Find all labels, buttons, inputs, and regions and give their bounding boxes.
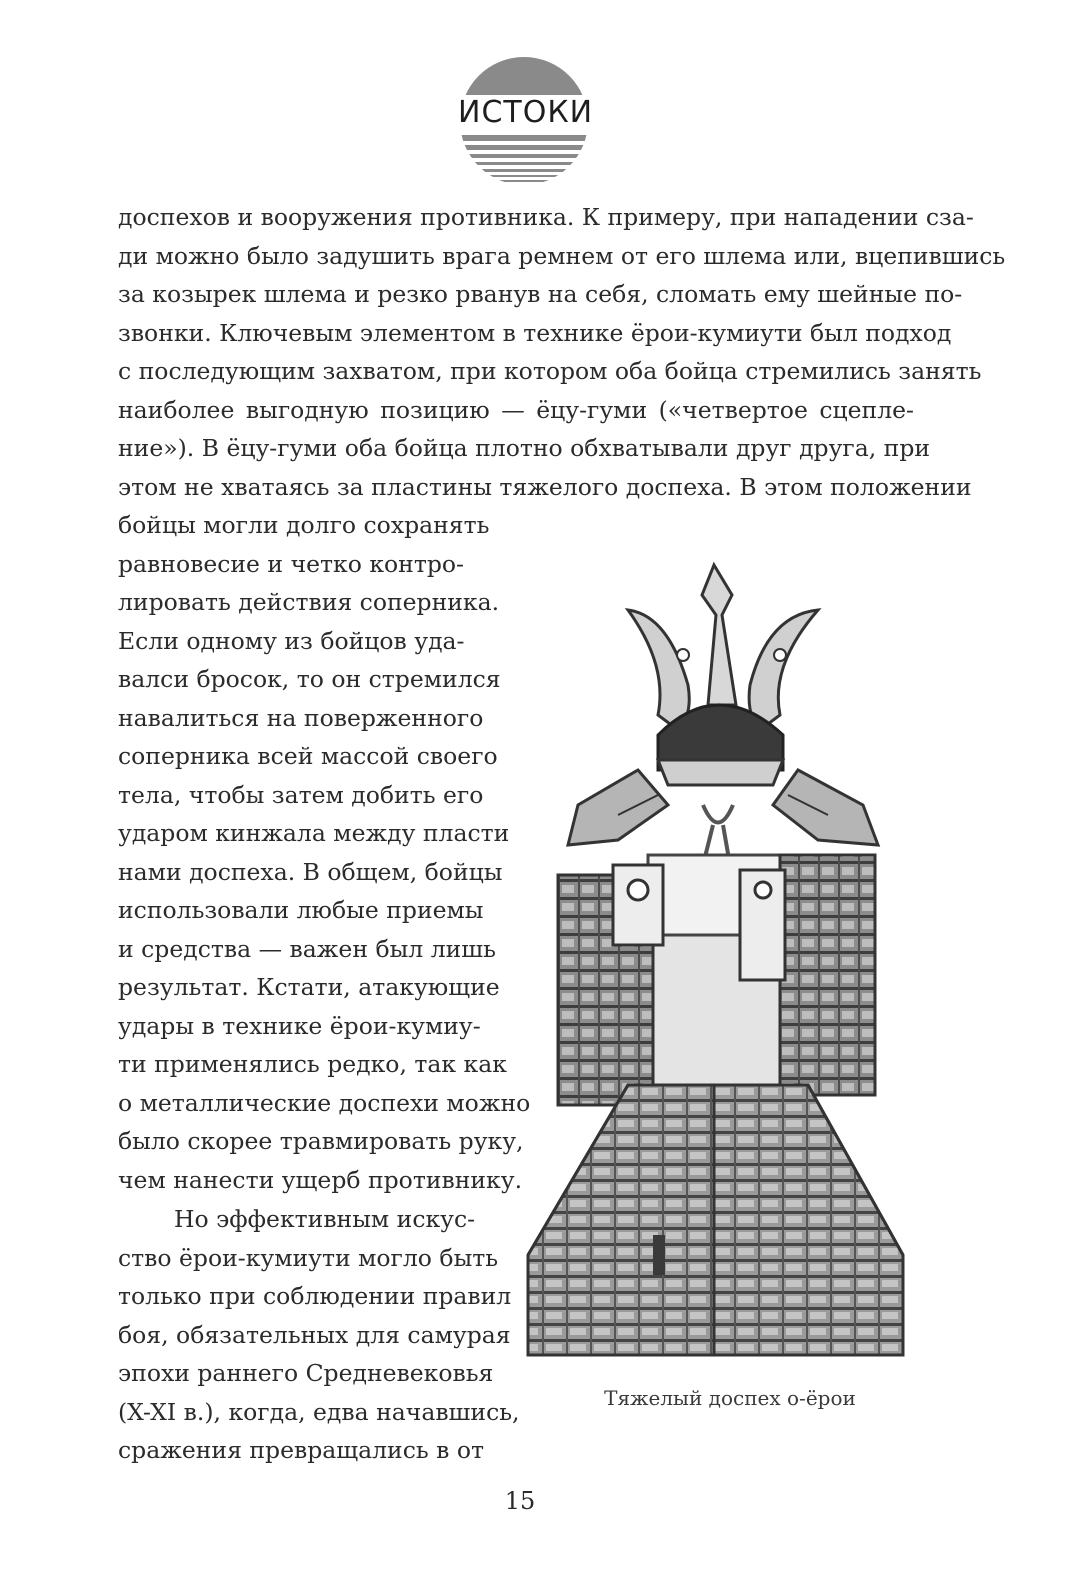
text-line: наиболее выгодную позицию — ёцу-гуми («четвертое сцепле- — [118, 395, 914, 424]
text-line: сражения превращались в от — [118, 1436, 484, 1464]
text-line: соперника всей массой своего — [118, 742, 498, 770]
page-number: 15 — [504, 1487, 536, 1515]
text-line: нами доспеха. В общем, бойцы — [118, 857, 503, 886]
body-text-column — [118, 506, 531, 1199]
body-text-second-paragraph — [118, 1200, 520, 1470]
text-line: о металлические доспехи можно — [118, 1088, 531, 1117]
text-line: Но эффективным искус- — [174, 1205, 476, 1233]
text-line: и средства — важен был лишь — [118, 934, 496, 963]
text-line: этом не хватаясь за пластины тяжелого доспеха. В этом положении — [118, 472, 972, 501]
text-line: за козырек шлема и резко рванув на себя, сломать ему шейные по- — [118, 280, 963, 308]
body-text-full-width — [118, 198, 1006, 506]
text-line: ди можно было задушить врага ремнем от его шлема или, вцепившись — [118, 241, 1006, 270]
text-line: результат. Кстати, атакующие — [118, 973, 500, 1001]
text-line: чем нанести ущерб противнику. — [118, 1165, 523, 1194]
text-line: тела, чтобы затем добить его — [118, 780, 484, 809]
text-line: ние»). В ёцу-гуми оба бойца плотно обхватывали друг друга, при — [118, 434, 931, 462]
armor-figure — [518, 555, 910, 1385]
text-line: бойцы могли долго сохранять — [118, 511, 490, 539]
text-line: ти применялись редко, так как — [118, 1050, 507, 1078]
text-line: доспехов и вооружения противника. К примеру, при нападении сза- — [118, 203, 974, 231]
section-emblem — [458, 55, 594, 187]
text-line: навалиться на поверженного — [118, 703, 484, 732]
text-line: ударом кинжала между пласти — [118, 819, 510, 847]
text-line: лировать действия соперника. — [118, 588, 500, 616]
text-line: ство ёрои-кумиути могло быть — [118, 1243, 499, 1272]
text-line: только при соблюдении правил — [118, 1282, 512, 1310]
text-line: (X-XI в.), когда, едва начавшись, — [118, 1397, 520, 1426]
text-line: боя, обязательных для самурая — [118, 1320, 511, 1349]
text-line: использовали любые приемы — [118, 896, 484, 924]
samurai-armor-icon — [518, 555, 910, 1385]
text-line: эпохи раннего Средневековья — [118, 1359, 494, 1387]
text-line: удары в технике ёрои-кумиу- — [118, 1011, 481, 1040]
figure-caption: Тяжелый доспех о-ёрои — [604, 1386, 856, 1410]
section-title: ИСТОКИ — [458, 95, 594, 130]
text-line: было скорее травмировать руку, — [118, 1127, 524, 1155]
text-line: валси бросок, то он стремился — [118, 665, 501, 693]
text-line: Если одному из бойцов уда- — [118, 626, 465, 655]
text-line: звонки. Ключевым элементом в технике ёрои-кумиути был подход — [118, 318, 952, 347]
text-line: равновесие и четко контро- — [118, 549, 464, 578]
text-line: с последующим захватом, при котором оба бойца стремились занять — [118, 357, 982, 385]
